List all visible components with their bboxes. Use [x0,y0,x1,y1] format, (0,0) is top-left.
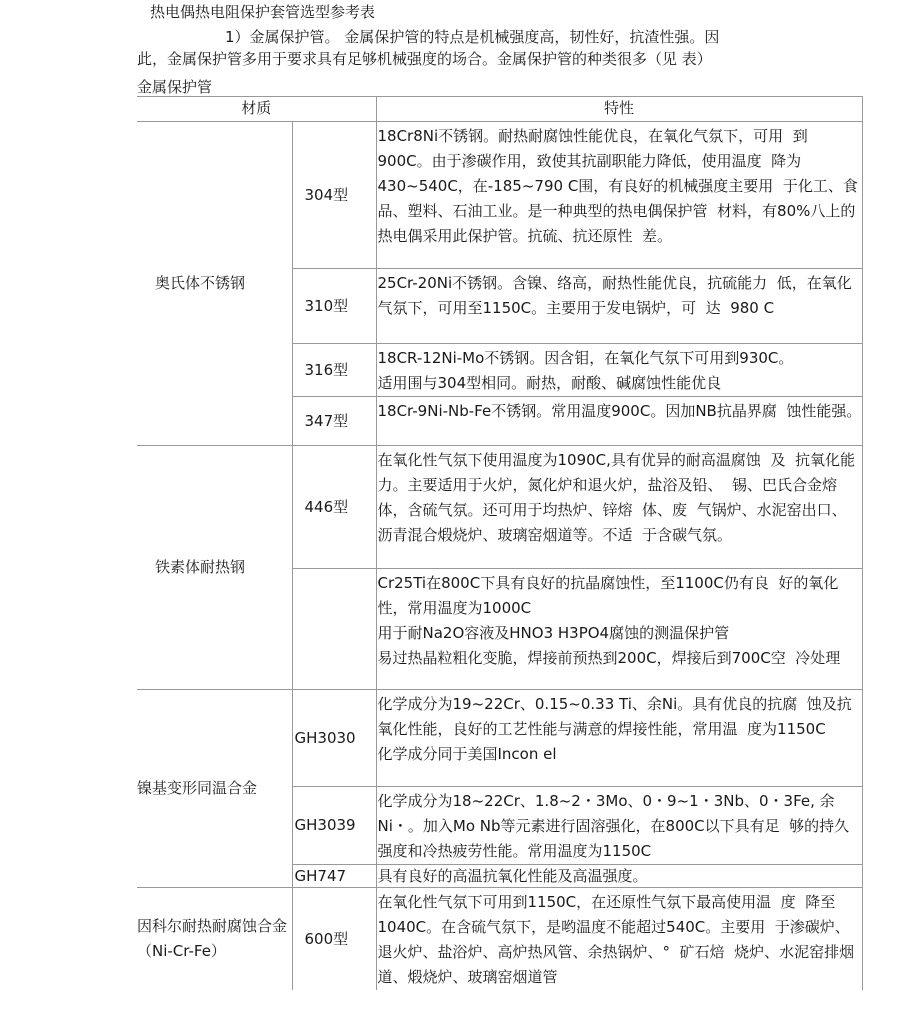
property-cell: Cr25Ti在800C下具有良好的抗晶腐蚀性，至1100C仍有良 好的氧化性，常用温度为1000C 用于耐Na2O容液及HNO3 H3PO4腐蚀的测温保护管 易过热晶粒粗化变脆，焊接前预热到200C，焊接后到700C空 冷处理 [376,569,862,690]
type-cell: 600型 [292,888,376,991]
intro-paragraph [137,26,787,70]
header-material: 材质 [137,97,376,122]
property-cell: 在氧化性气氛下使用温度为1090C,具有优异的耐高温腐蚀 及 抗氧化能力。主要适用于火炉，氮化炉和退火炉，盐浴及铅、 锡、巴氏合金熔体，含硫气氛。还可用于均热炉、锌熔 体、废 气锅炉、水泥窑出口、沥青混合煅烧炉、玻璃窑烟道等。不适 于含碳气氛。 [376,446,862,569]
type-cell [292,569,376,690]
type-cell: GH3030 [292,690,376,787]
intro-line-1: 1）金属保护管。 金属保护管的特点是机械强度高，韧性好，抗渣性强。因 [225,28,720,46]
document-title: 热电偶热电阻保护套管选型参考表 [150,3,376,21]
property-cell: 在氧化性气氛下可用到1150C，在还原性气氛下最高使用温 度 降至1040C。在含硫气氛下，是哟温度不能超过540C。主要用 于渗碳炉、退火炉、盐浴炉、高炉热风管、余热锅炉、° 矿石焙 烧炉、水泥窑排烟道、煅烧炉、玻璃窑烟道管 [376,888,862,991]
type-cell: GH3039 [292,787,376,865]
table-row [137,446,862,569]
property-cell: 化学成分为18~22Cr、1.8~2・3Mo、0・9~1・3Nb、0・3Fe, 余Ni・。加入Mo Nb等元素进行固溶强化，在800C以下具有足 够的持久强度和冷热疲劳性能。常用温度为1150C [376,787,862,865]
intro-line-2: 此，金属保护管多用于要求具有足够机械强度的场合。金属保护管的种类很多（见 表） [137,50,712,68]
protection-tube-table [137,96,863,990]
property-cell: 具有良好的高温抗氧化性能及高温强度。 [376,865,862,888]
type-cell: 316型 [292,344,376,397]
table-header-row [137,97,862,122]
type-cell: 446型 [292,446,376,569]
table-caption: 金属保护管 [137,78,213,96]
property-cell: 18Cr-9Ni-Nb-Fe不锈钢。常用温度900C。因加NB抗晶界腐 蚀性能强。 [376,397,862,446]
type-cell: 347型 [292,397,376,446]
table-row [137,888,862,991]
material-cell: 镍基变形同温合金 [137,690,292,888]
table-row [137,690,862,787]
material-cell: 铁素体耐热钢 [137,446,292,690]
header-property: 特性 [376,97,862,122]
type-cell: 310型 [292,269,376,344]
property-cell: 化学成分为19~22Cr、0.15~0.33 Ti、余Ni。具有优良的抗腐 蚀及抗氧化性能，良好的工艺性能与满意的焊接性能，常用温 度为1150C 化学成分同于美国Incon el [376,690,862,787]
type-cell: GH747 [292,865,376,888]
type-cell: 304型 [292,122,376,269]
property-cell: 25Cr-20Ni不锈钢。含镍、络高，耐热性能优良，抗硫能力 低，在氧化气氛下，可用至1150C。主要用于发电锅炉，可 达 980 C [376,269,862,344]
material-cell: 奥氏体不锈钢 [155,274,246,292]
property-cell: 18CR-12Ni-Mo不锈钢。因含钼，在氧化气氛下可用到930C。 适用围与304型相同。耐热，耐酸、碱腐蚀性能优良 [376,344,862,397]
material-cell: 因科尔耐热耐腐蚀合金（Ni-Cr-Fe） [137,888,292,991]
property-cell: 18Cr8Ni不锈钢。耐热耐腐蚀性能优良，在氧化气氛下，可用 到900C。由于渗碳作用，致使其抗副职能力降低，使用温度 降为430~540C，在-185~790 C围，有良好的机械强度主要用 于化工、食品、塑料、石油工业。是一种典型的热电偶保护管 材料，有80%八上的热电偶采用此保护管。抗硫、抗还原性 差。 [376,122,862,269]
table-row [137,122,862,269]
